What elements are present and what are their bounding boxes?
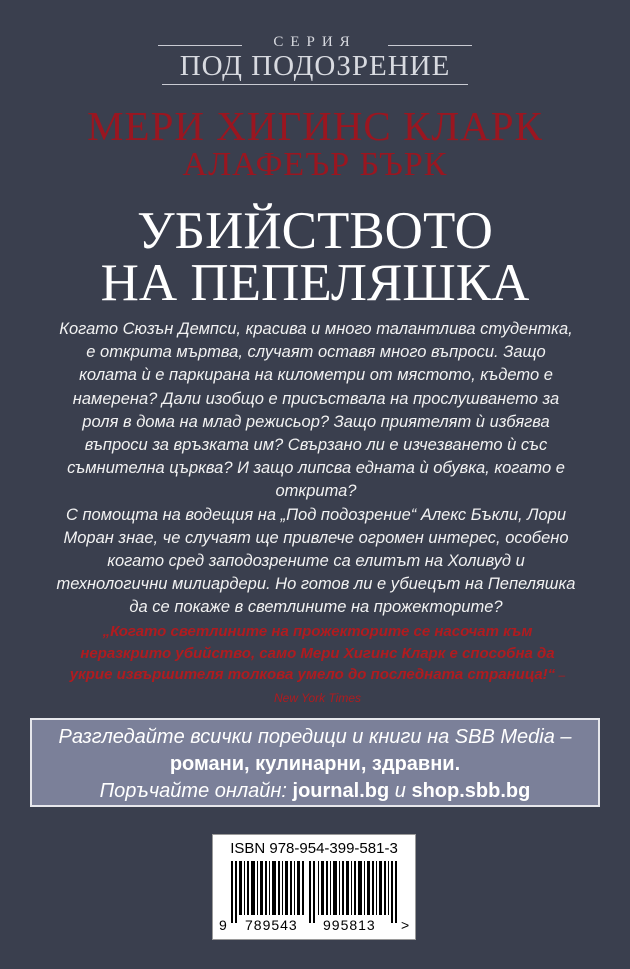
series-rule-bottom [162, 84, 468, 85]
promo-line-2: романи, кулинарни, здравни. [169, 753, 461, 775]
promo-line-3 [32, 778, 598, 805]
blurb-paragraph: Когато Сюзън Демпси, красива и много талантлива студентка, е открита мъртва, случаят оставя много въпроси. Защо колата ѝ е паркирана на километри от мястото, където е намерена? Дали изобщо е присъствала на прослушването за роля в дома на млад режисьор? Защо приятелят ѝ избягва въпроси за връзката им? Свързано ли е изчезването ѝ със съмнителна църква? И защо липсва едната ѝ обувка, когато е открита? [59, 320, 573, 501]
blurb-paragraph: С помощта на водещия на „Под подозрение“ Алекс Бъкли, Лори Моран знае, че случаят ще привлече огромен интерес, особено когато сред заподозрените са елитът на Холивуд и технологични милиардери. Но готов ли е убиецът на Пепеляшка да се покаже в светлините на прожекторите? [56, 505, 576, 617]
book-title-line1: УБИЙСТВОТО [137, 202, 493, 260]
promo-line-1: Разгледайте всички поредици и книги на SBB Media – [58, 726, 572, 748]
promo-connector: и [389, 780, 412, 802]
promo-order-label: Поръчайте онлайн: [99, 780, 293, 802]
barcode-digit-first: 9 [219, 917, 227, 933]
series-label: СЕРИЯ [273, 34, 357, 50]
series-name: ПОД ПОДОЗРЕНИЕ [179, 50, 451, 82]
promo-box [30, 718, 600, 807]
book-title [0, 202, 630, 312]
journal-link[interactable]: journal.bg [292, 780, 390, 802]
barcode-bars [231, 861, 397, 923]
shop-link[interactable]: shop.sbb.bg [411, 780, 531, 802]
series-block [158, 34, 472, 86]
review-quote-text: „Когато светлините на прожекторите се насочат към неразкрито убийство, само Мери Хигинс Кларк е способна да укрие извършителя толкова умело до последната страница!“ [69, 623, 556, 683]
barcode-digits-right: 995813 [323, 917, 376, 933]
author-secondary: АЛАФЕЪР БЪРК [182, 146, 448, 183]
isbn-text: ISBN 978-954-399-581-3 [230, 840, 398, 857]
barcode [212, 834, 416, 940]
author-primary: МЕРИ ХИГИНС КЛАРК [87, 103, 543, 149]
book-title-line2: НА ПЕПЕЛЯШКА [100, 254, 530, 312]
review-quote [60, 621, 575, 709]
blurb [56, 318, 576, 620]
barcode-digit-end: > [401, 917, 410, 933]
barcode-digits-left: 789543 [245, 917, 298, 933]
review-quote-source: – New York Times [273, 668, 566, 705]
